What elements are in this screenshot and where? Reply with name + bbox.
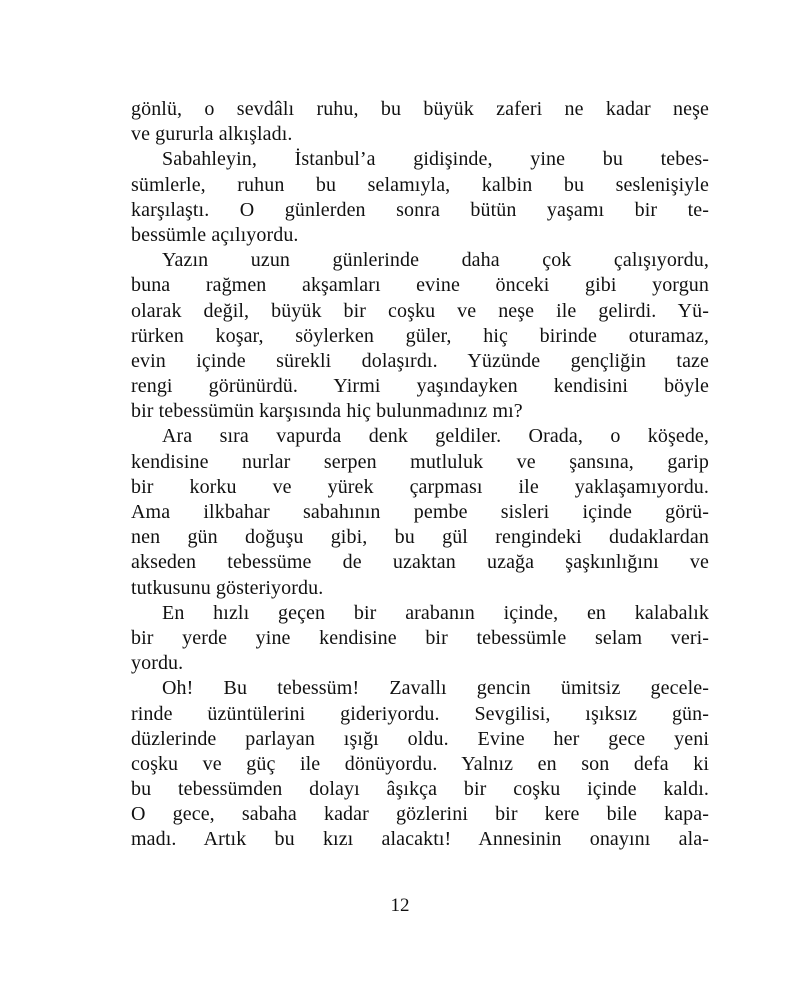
text-line: tutkusunu gösteriyordu. bbox=[131, 576, 324, 599]
text-line: sümlerle, ruhun bu selamıyla, kalbin bu seslenişiyle bbox=[131, 173, 709, 196]
text-line: düzlerinde parlayan ışığı oldu. Evine her gece yeni bbox=[131, 727, 709, 750]
text-line: Ama ilkbahar sabahının pembe sisleri içinde görü- bbox=[131, 501, 709, 523]
text-line: rürken koşar, söylerken güler, hiç birinde oturamaz, bbox=[131, 324, 709, 347]
text-line: gönlü, o sevdâlı ruhu, bu büyük zaferi ne kadar neşe bbox=[131, 98, 709, 120]
text-line: bir yerde yine kendisine bir tebessümle selam veri- bbox=[131, 626, 709, 649]
page-number: 12 bbox=[390, 895, 410, 916]
text-line: madı. Artık bu kızı alacaktı! Annesinin onayını ala- bbox=[131, 828, 709, 851]
text-line: buna rağmen akşamları evine önceki gibi yorgun bbox=[131, 274, 709, 297]
text-line: rinde üzüntülerini gideriyordu. Sevgilisi, ışıksız gün- bbox=[131, 702, 709, 725]
text-line: coşku ve güç ile dönüyordu. Yalnız en son defa ki bbox=[131, 752, 709, 775]
text-line: bir tebessümün karşısında hiç bulunmadınız mı? bbox=[131, 400, 523, 423]
text-line: karşılaştı. O günlerden sonra bütün yaşamı bir te- bbox=[131, 198, 709, 221]
text-line: Oh! Bu tebessüm! Zavallı gencin ümitsiz gecele- bbox=[162, 677, 709, 700]
text-line: rengi görünürdü. Yirmi yaşındayken kendisini böyle bbox=[131, 375, 709, 398]
text-line: yordu. bbox=[131, 652, 184, 675]
text-line: evin içinde sürekli dolaşırdı. Yüzünde gençliğin taze bbox=[131, 349, 709, 372]
text-line: olarak değil, büyük bir coşku ve neşe ile gelirdi. Yü- bbox=[131, 299, 709, 322]
text-line: O gece, sabaha kadar gözlerini bir kere bile kapa- bbox=[131, 803, 709, 826]
text-line: Sabahleyin, İstanbul’a gidişinde, yine bu tebes- bbox=[162, 148, 709, 171]
text-line: ve gururla alkışladı. bbox=[131, 123, 293, 146]
text-line: akseden tebessüme de uzaktan uzağa şaşkınlığını ve bbox=[131, 551, 709, 574]
text-line: bir korku ve yürek çarpması ile yaklaşamıyordu. bbox=[131, 475, 709, 498]
text-line: nen gün doğuşu gibi, bu gül rengindeki dudaklardan bbox=[131, 526, 709, 549]
text-line: En hızlı geçen bir arabanın içinde, en kalabalık bbox=[162, 601, 709, 624]
text-line: kendisine nurlar serpen mutluluk ve şansına, garip bbox=[131, 450, 709, 473]
body-text bbox=[131, 97, 709, 853]
text-line: Yazın uzun günlerinde daha çok çalışıyordu, bbox=[162, 249, 709, 272]
text-line: bu tebessümden dolayı âşıkça bir coşku içinde kaldı. bbox=[131, 778, 709, 801]
text-line: Ara sıra vapurda denk geldiler. Orada, o köşede, bbox=[162, 425, 709, 448]
text-line: bessümle açılıyordu. bbox=[131, 223, 299, 246]
